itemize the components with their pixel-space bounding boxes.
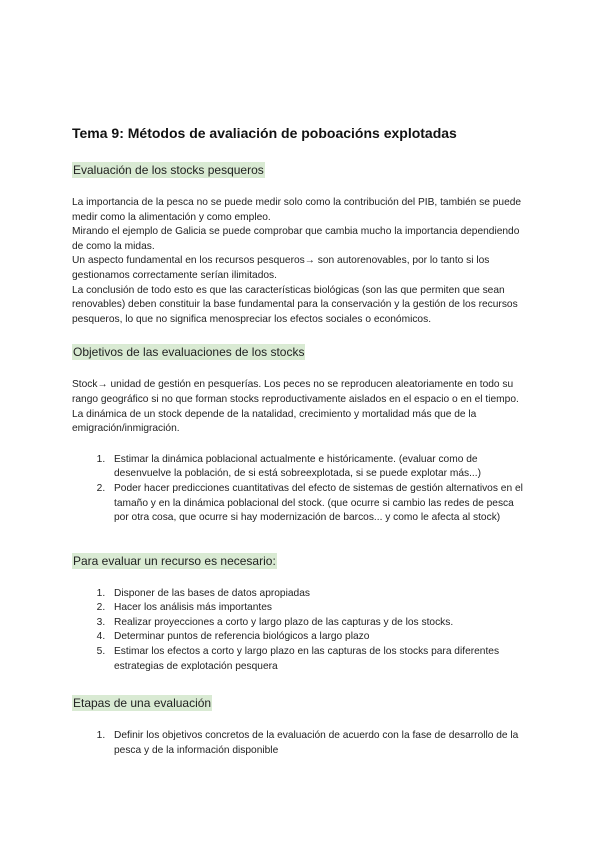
paragraph: La importancia de la pesca no se puede medir solo como la contribución del PIB, también se puede medir como la alimentación y como empleo. xyxy=(72,197,522,223)
paragraph-stock: Stock→ unidad de gestión en pesquerías. Los peces no se reproducen aleatoriamente en todo su rango geográfico si no que forman stocks reproductivamente aislados en el espacio o en el tiempo. La dinámica de un stock depende de la natalidad, crecimiento y mortalidad más que de la emigración/inmigración. xyxy=(72,379,519,435)
list-item: 4. Determinar puntos de referencia biológicos a largo plazo xyxy=(108,630,530,645)
list-item: 2. Poder hacer predicciones cuantitativas del efecto de sistemas de gestión alternativos en el tamaño y en la dinámica poblacional del stock. (que ocurre si cambio las redes de pesca por otra cosa, que ocurre si hay modernización de barcos... y como le afecta al stock) xyxy=(108,482,530,526)
paragraph: La conclusión de todo esto es que las características biológicas (son las que permiten que sean renovables) deben constituir la base fundamental para la conservación y la gestión de los recursos pesqueros, lo que no significa menospreciar los efectos sociales o económicos. xyxy=(72,284,518,325)
page-title: Tema 9: Métodos de avaliación de poboacións explotadas xyxy=(72,125,457,141)
evaluar-recurso-list xyxy=(72,587,530,675)
list-item: 1. Disponer de las bases de datos apropiadas xyxy=(108,587,530,602)
objetivos-list xyxy=(72,453,530,526)
list-item: 1. Definir los objetivos concretos de la evaluación de acuerdo con la fase de desarrollo de la pesca y de la información disponible xyxy=(108,729,530,758)
section-heading-objetivos xyxy=(72,343,530,361)
section-heading-text: Evaluación de los stocks pesqueros xyxy=(73,163,264,177)
list-item: 2. Hacer los análisis más importantes xyxy=(108,601,530,616)
section-heading-text: Objetivos de las evaluaciones de los stocks xyxy=(73,345,305,360)
list-item: 1. Estimar la dinámica poblacional actualmente e históricamente. (evaluar como de desenvuelve la población, de si está sobreexplotada, si se puede explotar más...) xyxy=(108,453,530,482)
section-heading-text: Etapas de una evaluación xyxy=(73,696,212,711)
list-item: 3. Realizar proyecciones a corto y largo plazo de las capturas y de los stocks. xyxy=(108,616,530,631)
section-body-evaluacion xyxy=(72,196,530,327)
section-heading-evaluar-recurso xyxy=(72,552,530,570)
paragraph: Mirando el ejemplo de Galicia se puede comprobar que cambia mucho la importancia dependiendo de como la midas. xyxy=(72,226,520,252)
section-heading-text: Para evaluar un recurso es necesario: xyxy=(73,553,276,568)
paragraph: Un aspecto fundamental en los recursos pesqueros→ son autorenovables, por lo tanto si los gestionamos correctamente serían ilimitados. xyxy=(72,255,490,281)
etapas-list xyxy=(72,729,530,758)
section-heading-evaluacion xyxy=(72,161,530,179)
section-heading-etapas xyxy=(72,694,530,712)
list-item: 5. Estimar los efectos a corto y largo plazo en las capturas de los stocks para diferentes estrategias de explotación pesquera xyxy=(108,645,530,674)
